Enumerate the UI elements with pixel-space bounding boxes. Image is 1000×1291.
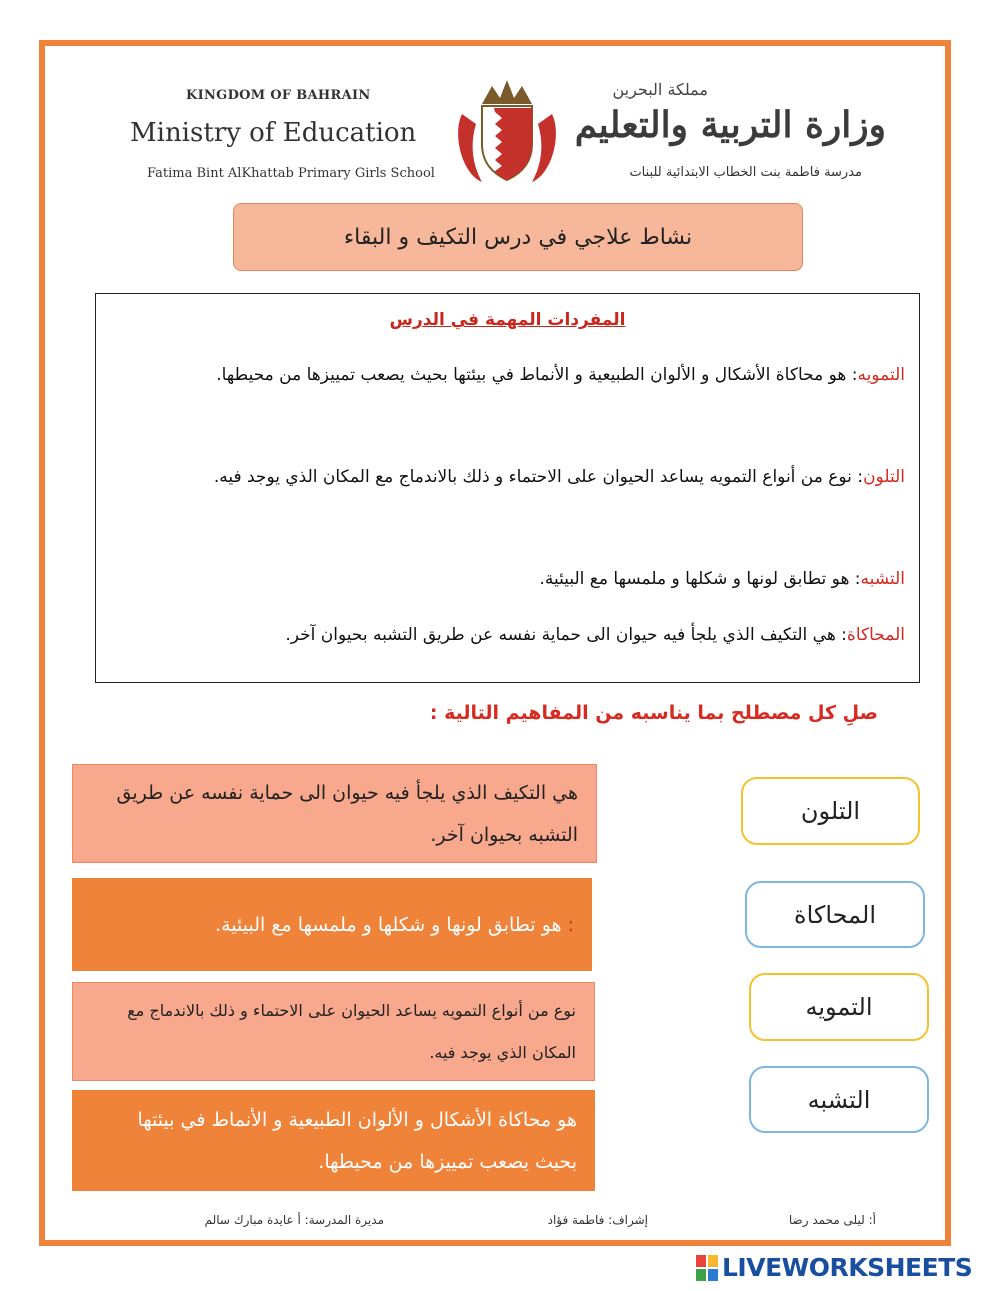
term-target[interactable]: التلون — [741, 777, 920, 845]
vocab-item — [126, 352, 905, 398]
vocab-term: التشبه — [860, 569, 905, 589]
liveworksheets-logo[interactable] — [696, 1253, 972, 1282]
supervisor-credit: إشراف: فاطمة فؤاد — [547, 1213, 648, 1227]
matching-instruction: صلِ كل مصطلح بما يناسبه من المفاهيم التالية : — [429, 702, 878, 724]
teacher-credit: أ: ليلى محمد رضا — [788, 1213, 876, 1227]
vocab-item — [126, 556, 905, 602]
vocab-definition: : نوع من أنواع التمويه يساعد الحيوان على الاحتماء و ذلك بالاندماج مع المكان الذي يوجد فيه. — [213, 467, 864, 487]
definition-body: هو تطابق لونها و شكلها و ملمسها مع البيئية. — [215, 913, 562, 936]
definition-card[interactable] — [72, 1090, 595, 1191]
vocab-term: التمويه — [857, 365, 905, 385]
vocab-definition: : هو تطابق لونها و شكلها و ملمسها مع البيئية. — [539, 569, 861, 589]
principal-credit: مديرة المدرسة: أ عايدة مبارك سالم — [204, 1213, 384, 1227]
vocab-definition: : هي التكيف الذي يلجأ فيه حيوان الى حماية نفسه عن طريق التشبه بحيوان آخر. — [285, 625, 847, 645]
activity-title: نشاط علاجي في درس التكيف و البقاء — [233, 203, 803, 271]
definition-text — [90, 904, 574, 946]
bahrain-crest-icon — [452, 74, 562, 186]
vocabulary-heading: المفردات المهمة في الدرس — [389, 310, 626, 330]
term-target[interactable]: التمويه — [749, 973, 929, 1041]
vocab-item — [126, 454, 905, 500]
vocab-term: المحاكاة — [846, 625, 905, 645]
definition-text: هو محاكاة الأشكال و الألوان الطبيعية و الأنماط في بيئتها بحيث يصعب تمييزها من محيطها. — [137, 1108, 577, 1173]
vocab-item — [126, 612, 905, 658]
vocabulary-box — [95, 293, 920, 683]
definition-card[interactable] — [72, 982, 595, 1081]
ministry-ar: وزارة التربية والتعليم — [574, 104, 886, 146]
kingdom-en: KINGDOM OF BAHRAIN — [186, 88, 371, 103]
liveworksheets-badge-icon — [696, 1255, 718, 1281]
school-name-ar: مدرسة فاطمة بنت الخطاب الابتدائية للبنات — [629, 165, 862, 180]
definition-prefix: : — [567, 913, 574, 936]
vocab-definition: : هو محاكاة الأشكال و الألوان الطبيعية و الأنماط في بيئتها بحيث يصعب تمييزها من محيطها. — [216, 365, 858, 385]
kingdom-ar: مملكة البحرين — [612, 80, 708, 99]
school-name-en: Fatima Bint AlKhattab Primary Girls School — [147, 166, 435, 181]
definition-card[interactable] — [72, 764, 597, 863]
liveworksheets-wordmark: LIVEWORKSHEETS — [722, 1253, 973, 1282]
ministry-en: Ministry of Education — [130, 118, 417, 148]
term-target[interactable]: المحاكاة — [745, 881, 925, 948]
vocab-term: التلون — [863, 467, 905, 487]
definition-text: نوع من أنواع التمويه يساعد الحيوان على الاحتماء و ذلك بالاندماج مع المكان الذي يوجد فيه. — [127, 1000, 576, 1062]
term-target[interactable]: التشبه — [749, 1066, 929, 1133]
definition-text: هي التكيف الذي يلجأ فيه حيوان الى حماية نفسه عن طريق التشبه بحيوان آخر. — [116, 781, 578, 846]
definition-card[interactable] — [72, 878, 592, 971]
